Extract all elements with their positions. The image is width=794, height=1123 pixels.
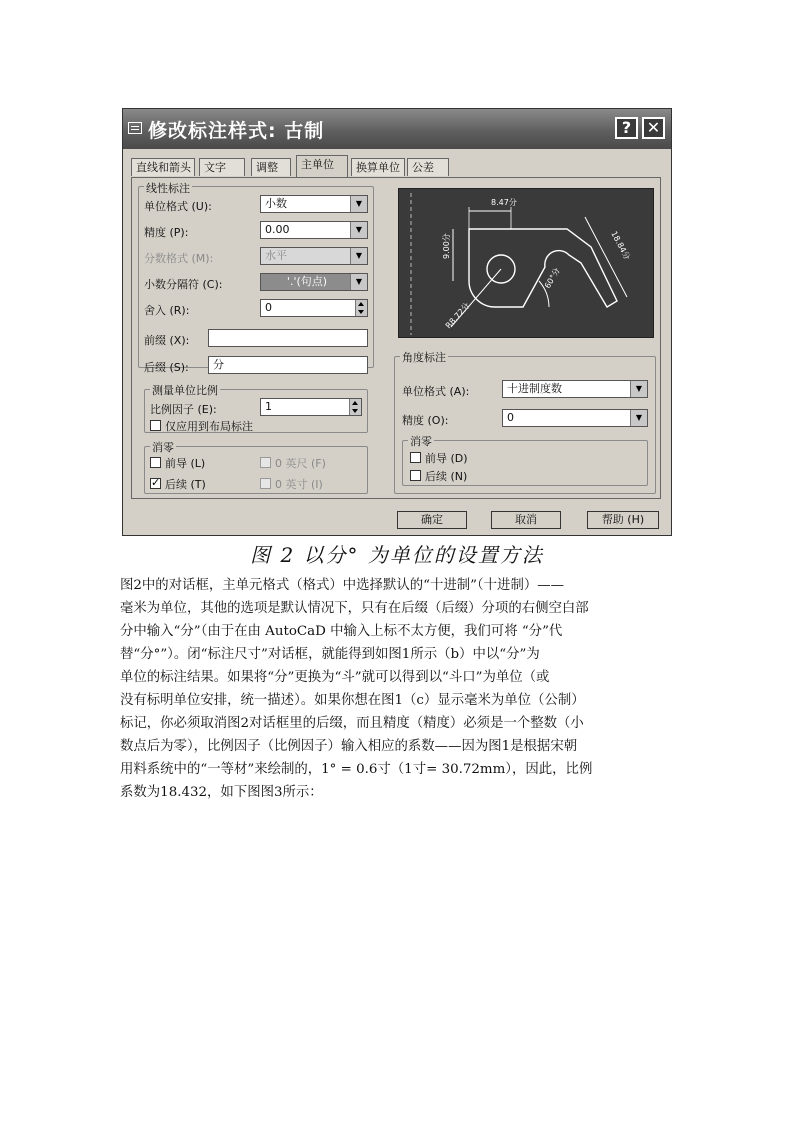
layout-only-checkbox[interactable] bbox=[150, 420, 161, 431]
ok-button[interactable]: 确定 bbox=[397, 511, 467, 529]
suffix-label: 后缀 (S): bbox=[144, 361, 189, 374]
zero-inches-label: 0 英寸 (I) bbox=[275, 478, 323, 491]
tab-alternate-units[interactable]: 换算单位 bbox=[351, 158, 405, 176]
precision-value: 0.00 bbox=[265, 223, 290, 236]
prefix-label: 前缀 (X): bbox=[144, 334, 190, 347]
dialog-title: 修改标注样式: 古制 bbox=[148, 120, 325, 142]
prefix-input[interactable] bbox=[208, 329, 368, 347]
preview-dim-left: 9.00分 bbox=[442, 233, 451, 259]
preview-part-outline bbox=[469, 229, 617, 307]
precision-label: 精度 (P): bbox=[144, 226, 189, 239]
angular-unit-format-select[interactable] bbox=[502, 380, 648, 398]
angular-precision-label: 精度 (O): bbox=[402, 414, 449, 427]
trailing-zero-label: 后续 (T) bbox=[165, 478, 206, 491]
paragraph-line: 数点后为零），比例因子（比例因子）输入相应的系数——因为图1是根据宋朝 bbox=[120, 739, 578, 754]
paragraph-line: 替“分°”）。闭“标注尺寸”对话框，就能得到如图1所示（b）中以“分”为 bbox=[120, 647, 540, 662]
preview-dim-line-right bbox=[585, 217, 627, 297]
paragraph-line: 标记，你必须取消图2对话框里的后缀，而且精度（精度）必须是一个整数（小 bbox=[120, 716, 584, 731]
decimal-separator-select[interactable] bbox=[260, 273, 368, 291]
tab-fit[interactable]: 调整 bbox=[251, 158, 291, 176]
trailing-zero-checkbox[interactable] bbox=[150, 478, 161, 489]
angular-unit-format-value: 十进制度数 bbox=[507, 382, 562, 395]
scale-factor-value: 1 bbox=[265, 400, 272, 413]
precision-select[interactable] bbox=[260, 221, 368, 239]
chevron-down-icon[interactable]: ▼ bbox=[630, 410, 647, 426]
round-off-input[interactable] bbox=[260, 299, 368, 317]
paragraph-line: 分中输入“分”（由于在由 AutoCaD 中输入上标不太方便，我们可将 “分”代 bbox=[120, 624, 563, 639]
layout-only-label: 仅应用到布局标注 bbox=[165, 420, 253, 433]
modify-dimension-style-dialog bbox=[122, 108, 672, 536]
unit-format-label: 单位格式 (U): bbox=[144, 200, 212, 213]
cancel-button[interactable]: 取消 bbox=[491, 511, 561, 529]
paragraph-line: 毫米为单位，其他的选项是默认情况下，只有在后缀（后缀）分项的右侧空白部 bbox=[120, 601, 589, 616]
angular-trailing-zero-label: 后续 (N) bbox=[425, 470, 468, 483]
paragraph-line: 没有标明单位安排，统一描述）。如果你想在图1（c）显示毫米为单位（公制） bbox=[120, 693, 585, 708]
angular-precision-select[interactable] bbox=[502, 409, 648, 427]
suffix-input[interactable] bbox=[208, 356, 368, 374]
preview-dim-top: 8.47分 bbox=[491, 198, 517, 207]
zero-feet-checkbox[interactable] bbox=[260, 457, 271, 468]
angular-leading-zero-checkbox[interactable] bbox=[410, 452, 421, 463]
paragraph-line: 系数为18.432，如下图图3所示： bbox=[120, 785, 323, 800]
round-off-value: 0 bbox=[265, 301, 272, 314]
leading-zero-label: 前导 (L) bbox=[165, 457, 206, 470]
help-button[interactable]: 帮助 (H) bbox=[587, 511, 659, 529]
angular-trailing-zero-checkbox[interactable] bbox=[410, 470, 421, 481]
dialog-app-icon bbox=[128, 122, 142, 134]
preview-dim-radius: R8.72分 bbox=[443, 300, 472, 331]
fraction-format-value: 水平 bbox=[265, 249, 287, 262]
zero-feet-label: 0 英尺 (F) bbox=[275, 457, 326, 470]
fraction-format-select[interactable] bbox=[260, 247, 368, 265]
dialog-titlebar bbox=[123, 109, 671, 149]
tab-tolerances[interactable]: 公差 bbox=[407, 158, 449, 176]
preview-dim-angle: 60°分 bbox=[542, 266, 562, 290]
unit-format-select[interactable] bbox=[260, 195, 368, 213]
paragraph-line: 单位的标注结果。如果将“分”更换为“斗”就可以得到以“斗口”为单位（或 bbox=[120, 670, 550, 685]
scale-factor-label: 比例因子 (E): bbox=[150, 403, 217, 416]
angular-group-label: 角度标注 bbox=[402, 351, 446, 364]
angular-leading-zero-label: 前导 (D) bbox=[425, 452, 468, 465]
body-paragraph bbox=[120, 574, 680, 804]
primary-units-pane bbox=[131, 177, 661, 499]
chevron-down-icon[interactable]: ▼ bbox=[350, 274, 367, 290]
zero-linear-group-label: 消零 bbox=[152, 441, 174, 454]
dimension-preview bbox=[398, 188, 654, 338]
paragraph-line: 图2中的对话框，主单元格式（格式）中选择默认的“十进制”（十进制）—— bbox=[120, 578, 565, 593]
spinner-icon[interactable] bbox=[355, 300, 367, 316]
chevron-down-icon[interactable]: ▼ bbox=[350, 222, 367, 238]
scale-factor-input[interactable] bbox=[260, 398, 362, 416]
paragraph-line: 用料系统中的“一等材”来绘制的，1° = 0.6寸（1寸= 30.72mm），因此，比例 bbox=[120, 762, 593, 777]
fraction-format-label: 分数格式 (M): bbox=[144, 252, 214, 265]
figure-caption: 图 2 以分° 为单位的设置方法 bbox=[250, 543, 544, 567]
scale-group-label: 测量单位比例 bbox=[152, 384, 218, 397]
help-title-button[interactable]: ? bbox=[615, 117, 638, 139]
chevron-down-icon[interactable]: ▼ bbox=[350, 196, 367, 212]
leading-zero-checkbox[interactable] bbox=[150, 457, 161, 468]
round-off-label: 舍入 (R): bbox=[144, 304, 190, 317]
unit-format-value: 小数 bbox=[265, 197, 287, 210]
tab-lines-arrows[interactable]: 直线和箭头 bbox=[131, 158, 195, 176]
tab-text[interactable]: 文字 bbox=[199, 158, 245, 176]
suffix-value: 分 bbox=[213, 358, 224, 371]
zero-angular-group-label: 消零 bbox=[410, 435, 432, 448]
chevron-down-icon[interactable]: ▼ bbox=[350, 248, 367, 264]
angular-precision-value: 0 bbox=[507, 411, 514, 424]
zero-inches-checkbox[interactable] bbox=[260, 478, 271, 489]
spinner-icon[interactable] bbox=[349, 399, 361, 415]
close-title-button[interactable]: ✕ bbox=[642, 117, 665, 139]
preview-dim-right: 18.84分 bbox=[609, 229, 632, 262]
linear-group-label: 线性标注 bbox=[146, 182, 190, 195]
decimal-separator-value: '.'(句点) bbox=[286, 275, 328, 288]
tab-primary-units[interactable]: 主单位 bbox=[296, 155, 348, 177]
chevron-down-icon[interactable]: ▼ bbox=[630, 381, 647, 397]
angular-unit-format-label: 单位格式 (A): bbox=[402, 385, 470, 398]
decimal-separator-label: 小数分隔符 (C): bbox=[144, 278, 223, 291]
preview-drawing bbox=[399, 189, 653, 337]
